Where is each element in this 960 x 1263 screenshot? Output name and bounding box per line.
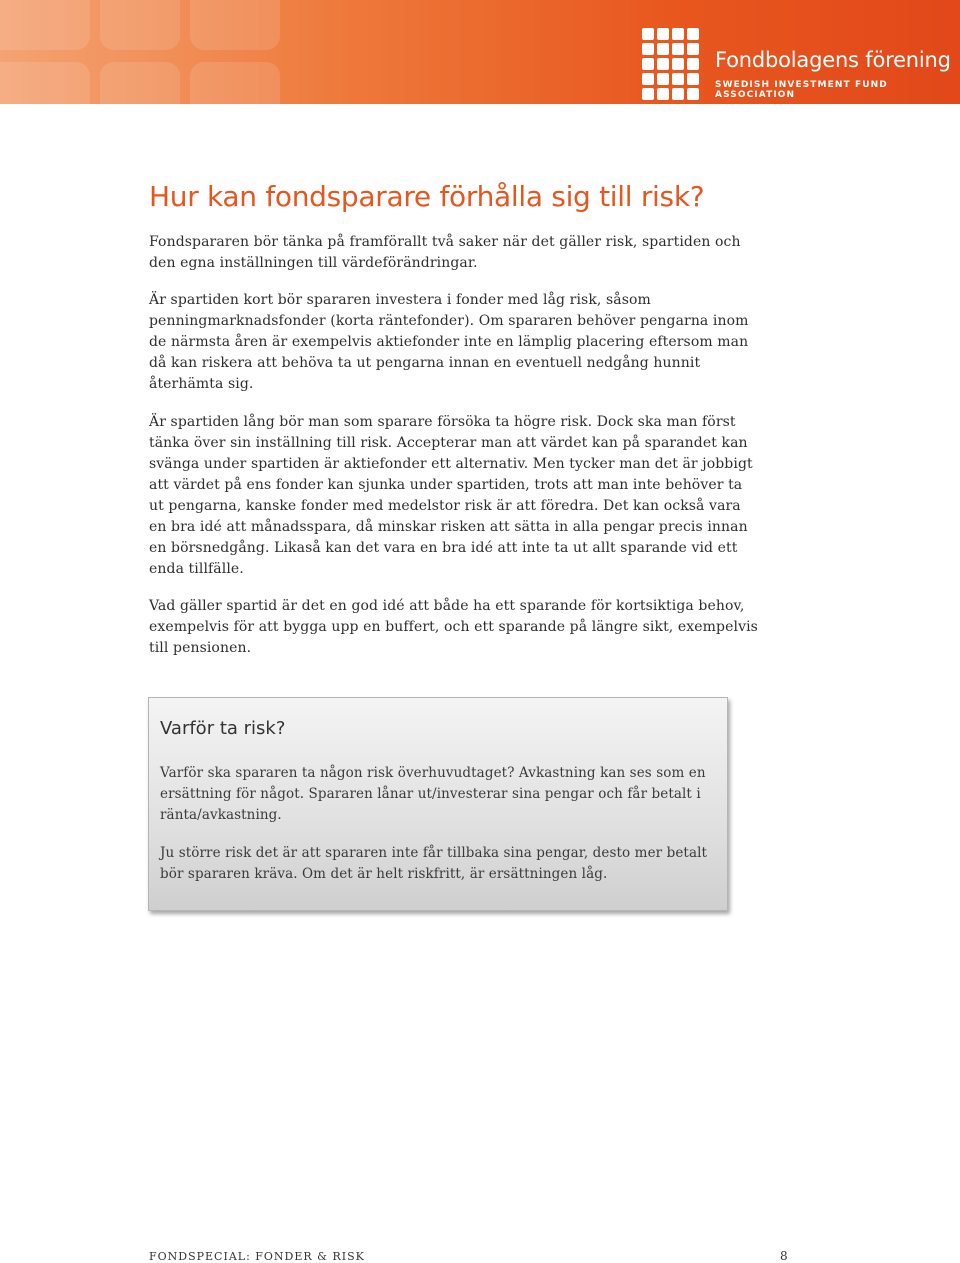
paragraph-short-term: Är spartiden kort bör spararen investera i fonder med låg risk, såsom penningmarknadsfonder (korta räntefonder). Om spararen behöver pengarna inom de närmsta åren är exempelvis aktiefonder inte en lämplig placering eftersom man då kan riskera att behöva ta ut pengarna innan en eventuell nedgång hunnit återhämta sig. [149,292,749,392]
info-box-paragraph: Ju större risk det är att spararen inte får tillbaka sina pengar, desto mer betalt bör spararen kräva. Om det är helt riskfritt, är ersättningen låg. [160,845,708,882]
logo-name: Fondbolagens förening [715,48,951,72]
footer-label: FONDSPECIAL: FONDER & RISK [149,1250,365,1263]
info-box-title: Varför ta risk? [160,718,286,739]
decorative-shape [190,62,280,104]
paragraph-intro: Fondspararen bör tänka på framförallt två saker när det gäller risk, spartiden och den egna inställningen till värdeförändringar. [149,234,741,271]
logo-grid-icon [642,28,699,100]
info-box-paragraph: Varför ska spararen ta någon risk överhuvudtaget? Avkastning kan ses som en ersättning för något. Spararen lånar ut/investerar sina pengar och får betalt i ränta/avkastning. [160,765,706,823]
association-logo [642,28,960,100]
decorative-shape [100,62,180,104]
info-box [148,697,728,911]
decorative-shape [0,0,90,50]
logo-subtitle: SWEDISH INVESTMENT FUND ASSOCIATION [715,80,888,100]
page-title: Hur kan fondsparare förhålla sig till risk? [149,180,705,213]
decorative-shape [0,62,90,104]
paragraph-horizon: Vad gäller spartid är det en god idé att både ha ett sparande för kortsiktiga behov, exempelvis för att bygga upp en buffert, och ett sparande på längre sikt, exempelvis till pensionen. [149,598,758,656]
decorative-shape [190,0,280,50]
paragraph-long-term: Är spartiden lång bör man som sparare försöka ta högre risk. Dock ska man först tänka över sin inställning till risk. Accepterar man att värdet kan på sparandet kan svänga under spartiden är aktiefonder ett alternativ. Men tycker man det är jobbigt att värdet på ens fonder kan sjunka under spartiden, trots att man inte behöver ta ut pengarna, kanske fonder med medelstor risk är att föredra. Det kan också vara en bra idé att månadsspara, då minskar risken att sätta in alla pengar precis innan en börsnedgång. Likaså kan det vara en bra idé att inte ta ut allt sparande vid ett enda tillfälle. [149,414,753,577]
page-number: 8 [780,1249,788,1263]
header-band [0,0,960,104]
decorative-shape [100,0,180,50]
